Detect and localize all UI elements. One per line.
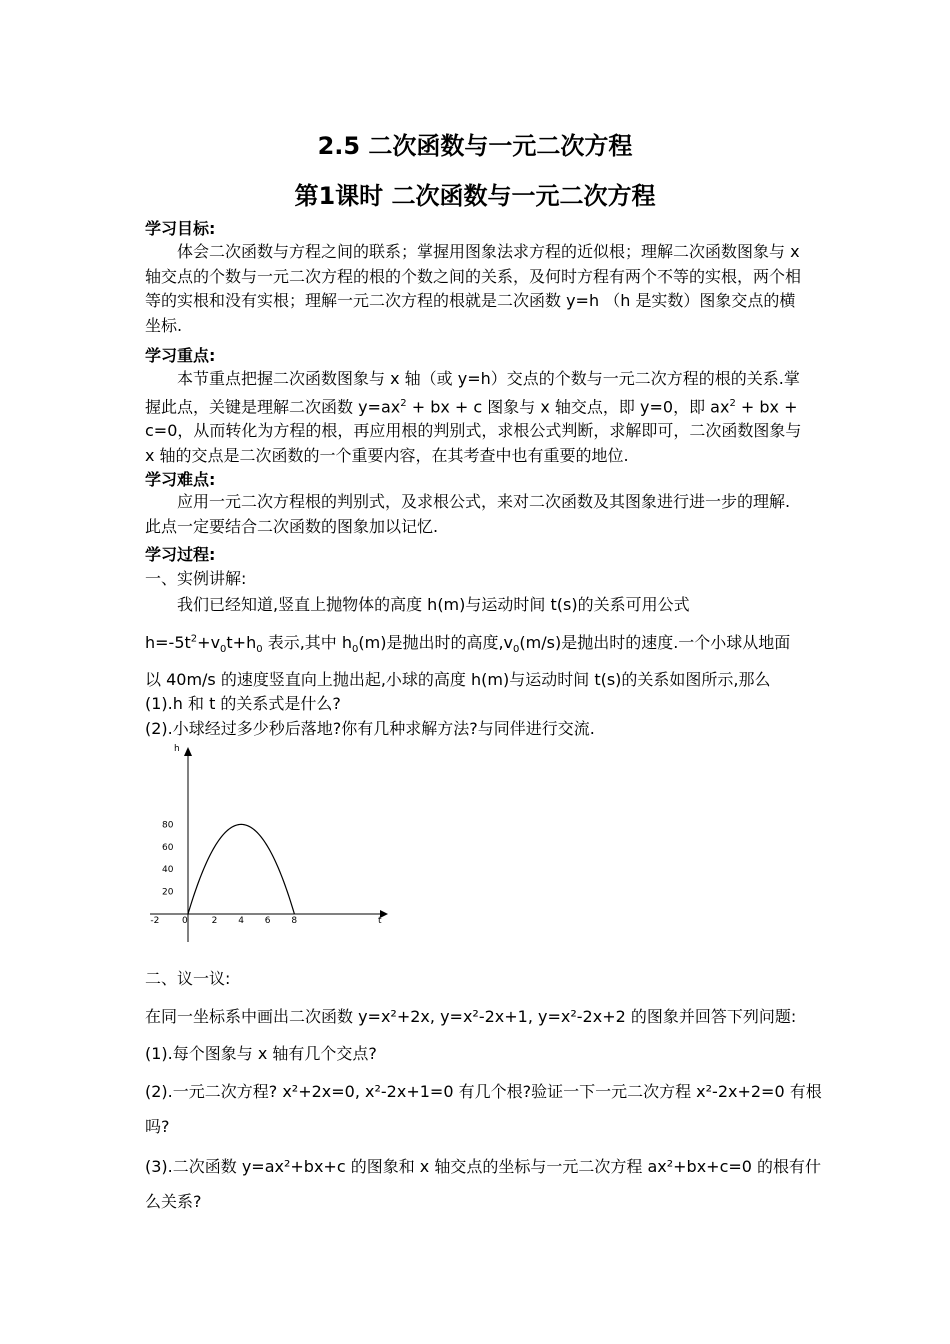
discuss-heading: 二、议一议: xyxy=(145,969,231,988)
y-tick-label: 80 xyxy=(162,820,174,831)
y-axis-arrow xyxy=(184,747,192,756)
goals-text: 体会二次函数与方程之间的联系；掌握用图象法求方程的近似根；理解二次函数图象与 x 轴交点的个数与一元二次方程的根的个数之间的关系，及何时方程有两个不等的实根，两个相等的实根和没有实根；理解一元二次方程的根就是二次函数 y=h （h 是实数）图象交点的横坐标. xyxy=(145,242,802,335)
example-p2: $h=-5t^2+v_0t+h_0$ 表示,其中 $h_0(m)$是抛出时的高度$,v_0(m/s)$是抛出时的速度.一个小球从地面 xyxy=(145,633,791,656)
example-p3: 以 40m/s 的速度竖直向上抛出起,小球的高度 h(m)与运动时间 t(s)的关系如图所示,那么 xyxy=(145,670,771,689)
discuss-p1: 在同一坐标系中画出二次函数 y=x²+2x, y=x²-2x+1, y=x²-2x+2 的图象并回答下列问题: xyxy=(145,1007,797,1026)
height-time-chart xyxy=(150,742,390,947)
y-tick-label: 20 xyxy=(162,887,174,898)
goals-heading: 学习目标: xyxy=(145,219,216,238)
difficult-text: 应用一元二次方程根的判别式，及求根公式，来对二次函数及其图象进行进一步的理解. 此点一定要结合二次函数的图象加以记忆. xyxy=(145,492,791,536)
example-q2: (2).小球经过多少秒后落地?你有几种求解方法?与同伴进行交流. xyxy=(145,719,595,738)
parabola-curve xyxy=(188,824,294,914)
x-axis-label: t xyxy=(378,916,382,926)
x-tick-label: -2 xyxy=(150,916,160,926)
discuss-q2: (2).一元二次方程? x²+2x=0, x²-2x+1=0 有几个根?验证一下一元二次方程 x²-2x+2=0 有根 xyxy=(145,1082,822,1101)
example-q1: (1).h 和 t 的关系式是什么? xyxy=(145,694,341,713)
x-tick-label: 4 xyxy=(238,916,244,926)
x-tick-label: 6 xyxy=(264,916,271,926)
process-heading: 学习过程: xyxy=(145,545,216,564)
y-tick-label: 40 xyxy=(162,865,174,876)
key-heading: 学习重点: xyxy=(145,346,216,365)
lesson-subtitle: 第1课时 二次函数与一元二次方程 xyxy=(294,182,656,210)
x-tick-label: 2 xyxy=(211,916,218,926)
key-text: 本节重点把握二次函数图象与 x 轴（或 y=h）交点的个数与一元二次方程的根的关系.掌握此点，关键是理解二次函数 $y=ax^2$ + bx + c 图象与 x 轴交点，即 y=0，即 $ax^2$ + bx + c=0，从而转化为方程的根，再应用根的判别式，求根公式判断，求解即可，二次函数图象与 x 轴的交点是二次函数的一个重要内容，在其考查中也有重要的地位. xyxy=(145,369,802,465)
x-tick-label: 8 xyxy=(291,916,298,926)
lesson-title: 2.5 二次函数与一元二次方程 xyxy=(317,132,633,160)
discuss-q3: (3).二次函数 y=ax²+bx+c 的图象和 x 轴交点的坐标与一元二次方程 ax²+bx+c=0 的根有什 xyxy=(145,1157,822,1176)
difficult-heading: 学习难点: xyxy=(145,470,216,489)
discuss-q2-cont: 吗? xyxy=(145,1117,170,1136)
discuss-q1: (1).每个图象与 x 轴有几个交点? xyxy=(145,1044,377,1063)
discuss-q3-cont: 么关系? xyxy=(145,1192,202,1211)
example-heading: 一、实例讲解: xyxy=(145,569,247,588)
y-tick-label: 60 xyxy=(162,842,174,853)
x-tick-label: 0 xyxy=(182,916,188,926)
example-p1: 我们已经知道,竖直上抛物体的高度 h(m)与运动时间 t(s)的关系可用公式 xyxy=(177,595,690,614)
y-axis-label: h xyxy=(174,744,180,754)
